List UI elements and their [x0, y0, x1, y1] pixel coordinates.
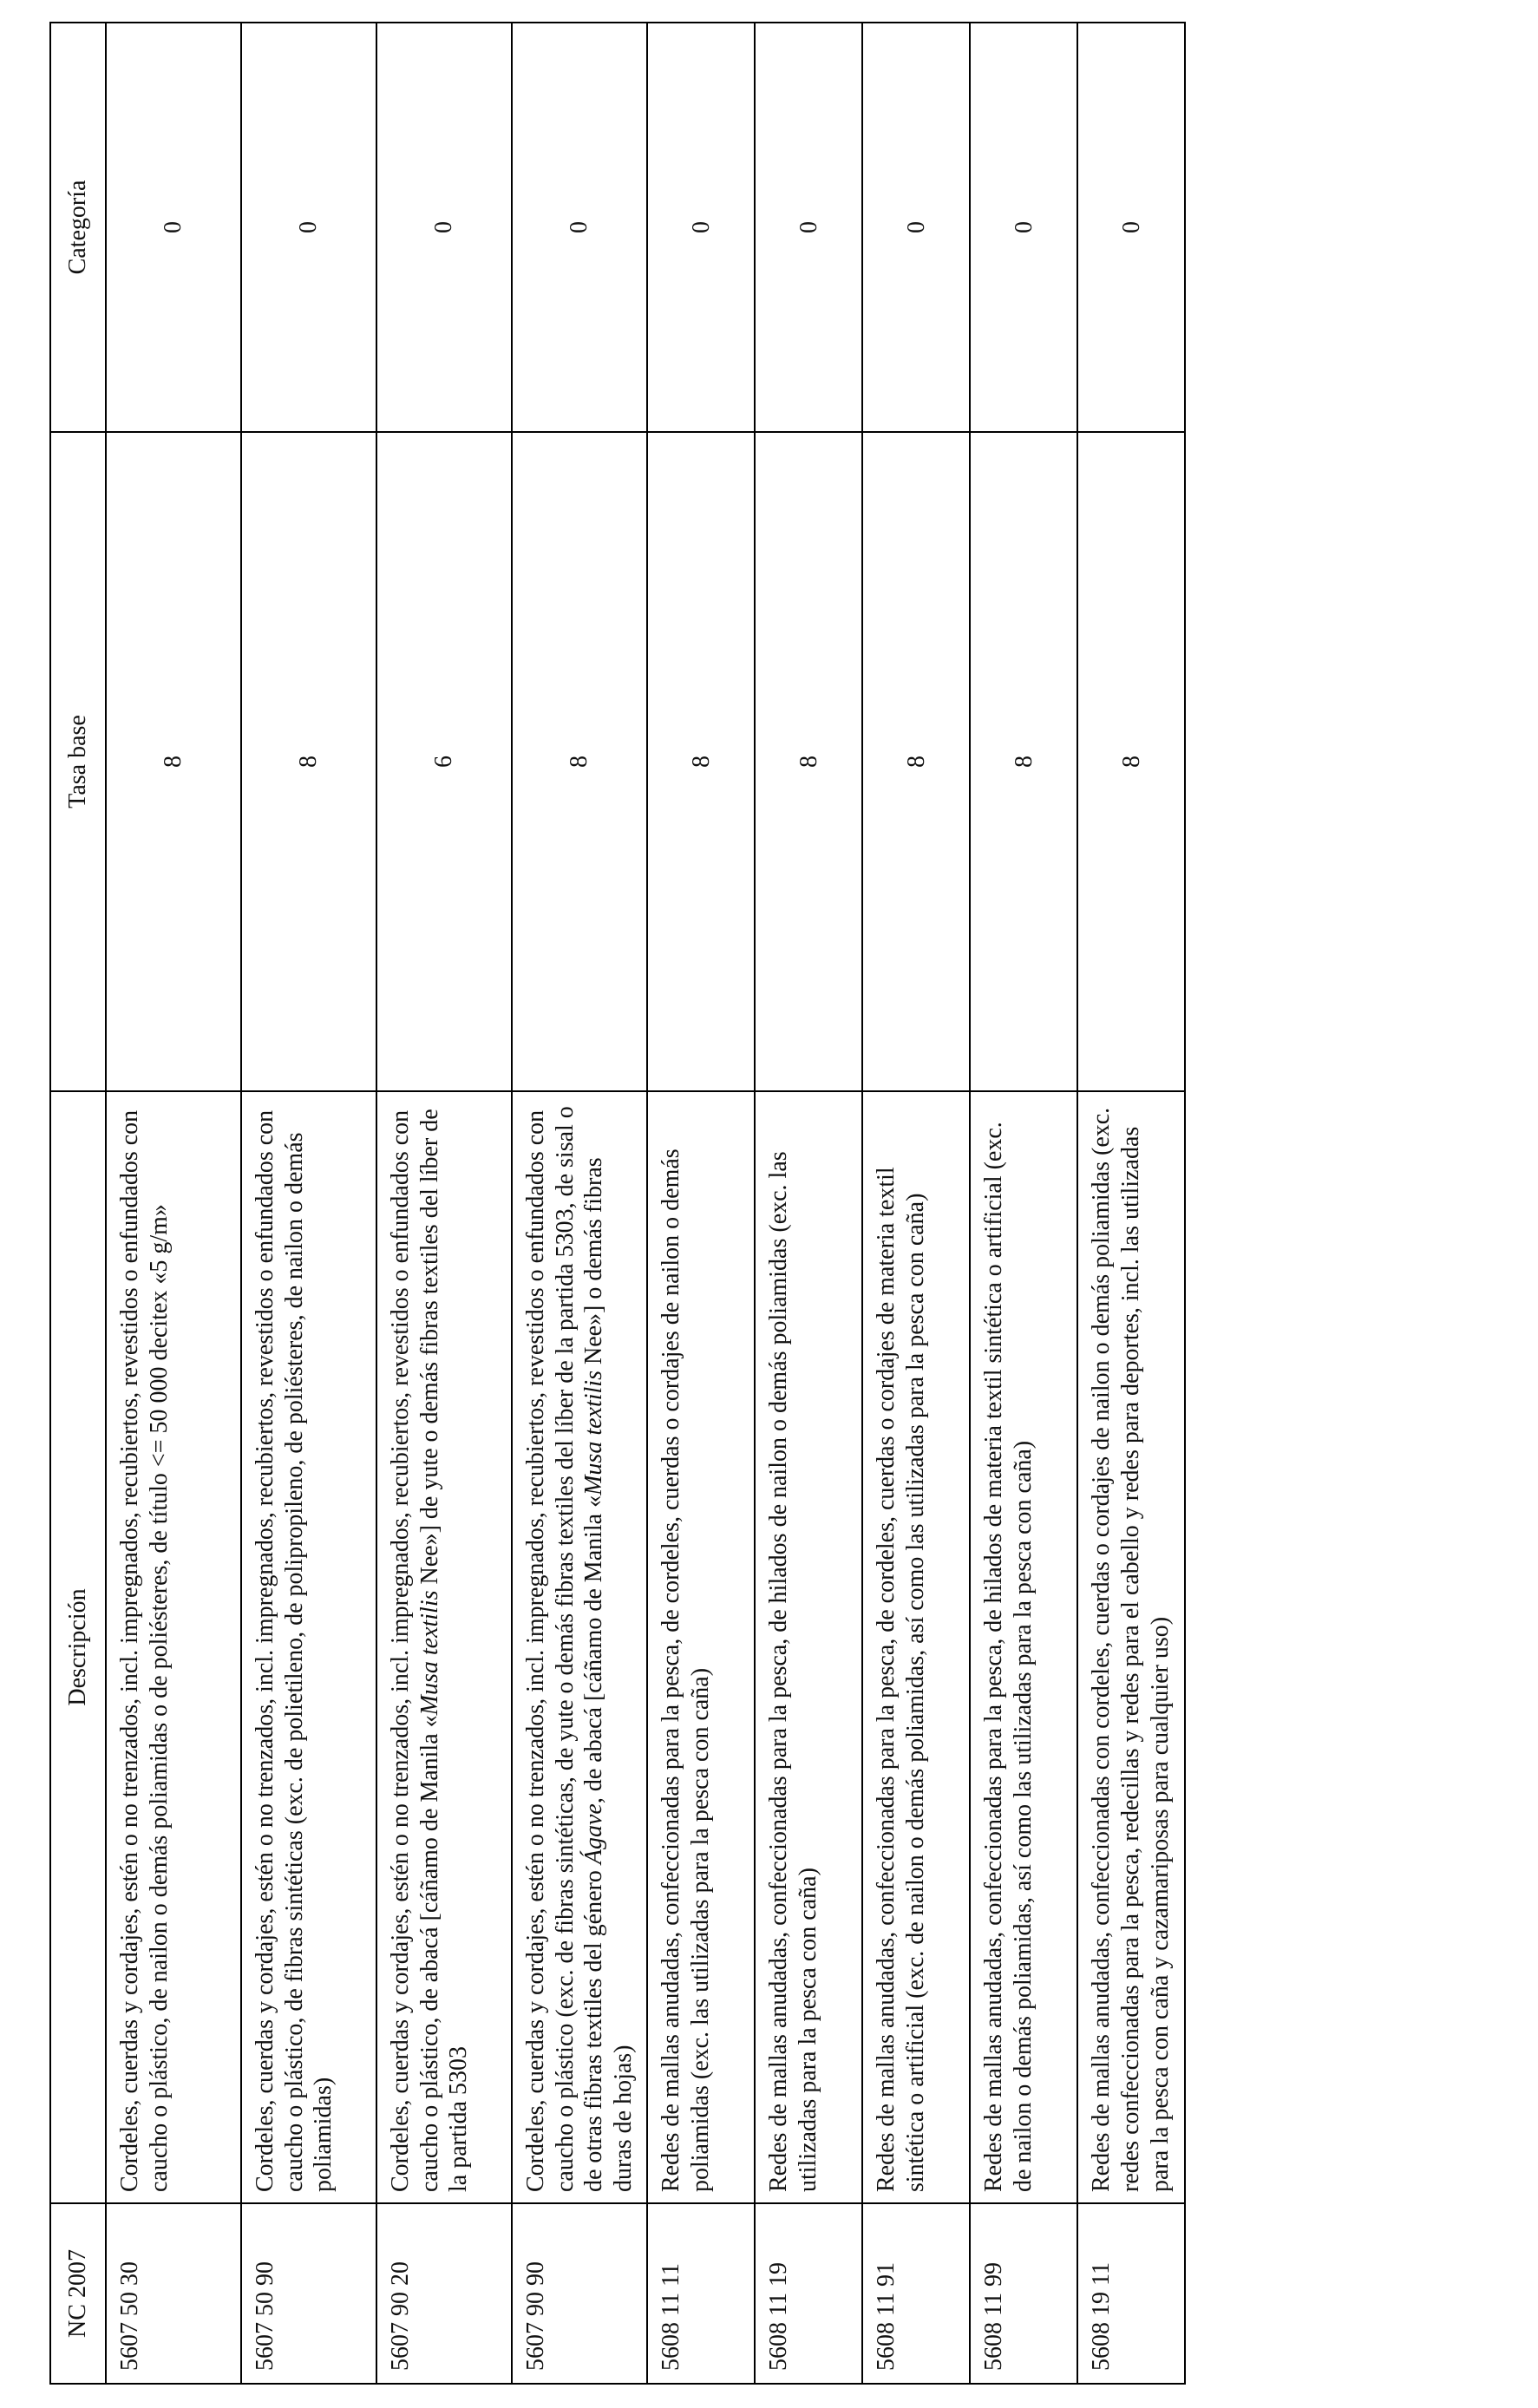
nc-code-cell: 5607 90 90 [512, 2203, 647, 2384]
nc-code-cell: 5608 11 19 [755, 2203, 862, 2384]
table-row [755, 23, 862, 2384]
description-text: Nee»] o demás fibras duras de hojas) [580, 1157, 637, 2192]
category-cell: 0 [106, 23, 241, 432]
description-text: Redes de mallas anudadas, confeccionadas con cordeles, cuerdas o cordajes de nailon o demás poliamidas (exc. redes confeccionadas para la pesca, redecillas y redes para el cabello y redes para deportes, incl. las utilizadas para la pesca con caña y cazamariposas para cualquier uso) [1088, 1107, 1174, 2192]
description-cell [970, 1091, 1077, 2203]
nc-code-cell: 5608 11 91 [862, 2203, 970, 2384]
description-cell [862, 1091, 970, 2203]
nc-code-cell: 5607 90 20 [376, 2203, 512, 2384]
table-row [862, 23, 970, 2384]
description-cell [755, 1091, 862, 2203]
description-text: Cordeles, cuerdas y cordajes, estén o no trenzados, incl. impregnados, recubiertos, revestidos o enfundados con caucho o plástico, de fibras sintéticas (exc. de polietileno, de polipropileno, de poliésteres, de nailon o demás poliamidas) [252, 1109, 337, 2192]
table-row [647, 23, 755, 2384]
category-cell: 0 [1077, 23, 1185, 432]
description-cell [241, 1091, 376, 2203]
base-rate-cell: 8 [106, 432, 241, 1091]
base-rate-cell: 8 [647, 432, 755, 1091]
description-text: <= 50 000 decitex «5 g/m» [145, 1204, 173, 1468]
header-category: Categoría [50, 23, 106, 432]
category-cell: 0 [241, 23, 376, 432]
italic-text: Ágave [580, 1803, 608, 1865]
header-description: Descripción [50, 1091, 106, 2203]
italic-text: Musa textilis [580, 1371, 608, 1495]
table-row [376, 23, 512, 2384]
base-rate-cell: 8 [755, 432, 862, 1091]
description-text: Cordeles, cuerdas y cordajes, estén o no trenzados, incl. impregnados, recubiertos, revestidos o enfundados con caucho o plástico, de abacá [cáñamo de Manila « [387, 1109, 443, 2192]
table-row [1077, 23, 1185, 2384]
description-cell [376, 1091, 512, 2203]
italic-text: Musa textilis [416, 1590, 443, 1716]
base-rate-cell: 8 [862, 432, 970, 1091]
base-rate-cell: 6 [376, 432, 512, 1091]
header-nc-2007: NC 2007 [50, 2203, 106, 2384]
nc-code-cell: 5608 11 99 [970, 2203, 1077, 2384]
base-rate-cell: 8 [512, 432, 647, 1091]
nc-code-cell: 5607 50 90 [241, 2203, 376, 2384]
category-cell: 0 [970, 23, 1077, 432]
base-rate-cell: 8 [970, 432, 1077, 1091]
table-row [512, 23, 647, 2384]
description-text: Redes de mallas anudadas, confeccionadas para la pesca, de cordeles, cuerdas o cordajes de materia textil sintética o artificial (exc. de nailon o demás poliamidas, así como las utilizadas para la pesca con caña) [873, 1167, 929, 2192]
description-text: , de abacá [cáñamo de Manila « [580, 1495, 608, 1804]
description-text: Nee»] de yute o demás fibras textiles del líber de la partida 5303 [416, 1109, 473, 2192]
description-text: Redes de mallas anudadas, confeccionadas para la pesca, de hilados de materia textil sintética o artificial (exc. de nailon o demás poliamidas, así como las utilizadas para la pesca con caña) [980, 1122, 1037, 2192]
header-row [50, 23, 106, 2384]
description-text: Redes de mallas anudadas, confeccionadas para la pesca, de hilados de nailon o demás poliamidas (exc. las utilizadas para la pesca con caña) [765, 1151, 821, 2192]
description-cell [512, 1091, 647, 2203]
nc-code-cell: 5608 11 11 [647, 2203, 755, 2384]
base-rate-cell: 8 [241, 432, 376, 1091]
header-base-rate: Tasa base [50, 432, 106, 1091]
description-text: Cordeles, cuerdas y cordajes, estén o no trenzados, incl. impregnados, recubiertos, revestidos o enfundados con caucho o plástico (exc. de fibras sintéticas, de yute o demás fibras textiles del líber de la partida 5303, de sisal o de otras fibras textiles del género [522, 1106, 608, 2192]
category-cell: 0 [647, 23, 755, 432]
description-cell [1077, 1091, 1185, 2203]
nc-code-cell: 5607 50 30 [106, 2203, 241, 2384]
description-cell [647, 1091, 755, 2203]
table-row [106, 23, 241, 2384]
tariff-table [49, 22, 1186, 2385]
table-body [106, 23, 1185, 2384]
nc-code-cell: 5608 19 11 [1077, 2203, 1185, 2384]
table-row [241, 23, 376, 2384]
base-rate-cell: 8 [1077, 432, 1185, 1091]
category-cell: 0 [755, 23, 862, 432]
description-text: Cordeles, cuerdas y cordajes, estén o no trenzados, incl. impregnados, recubiertos, revestidos o enfundados con caucho o plástico, de nailon o demás poliamidas o de poliésteres, de título [116, 1109, 173, 2192]
category-cell: 0 [376, 23, 512, 432]
table-row [970, 23, 1077, 2384]
description-text: Redes de mallas anudadas, confeccionadas para la pesca, de cordeles, cuerdas o cordajes de nailon o demás poliamidas (exc. las utilizadas para la pesca con caña) [658, 1148, 714, 2192]
category-cell: 0 [862, 23, 970, 432]
category-cell: 0 [512, 23, 647, 432]
description-cell [106, 1091, 241, 2203]
